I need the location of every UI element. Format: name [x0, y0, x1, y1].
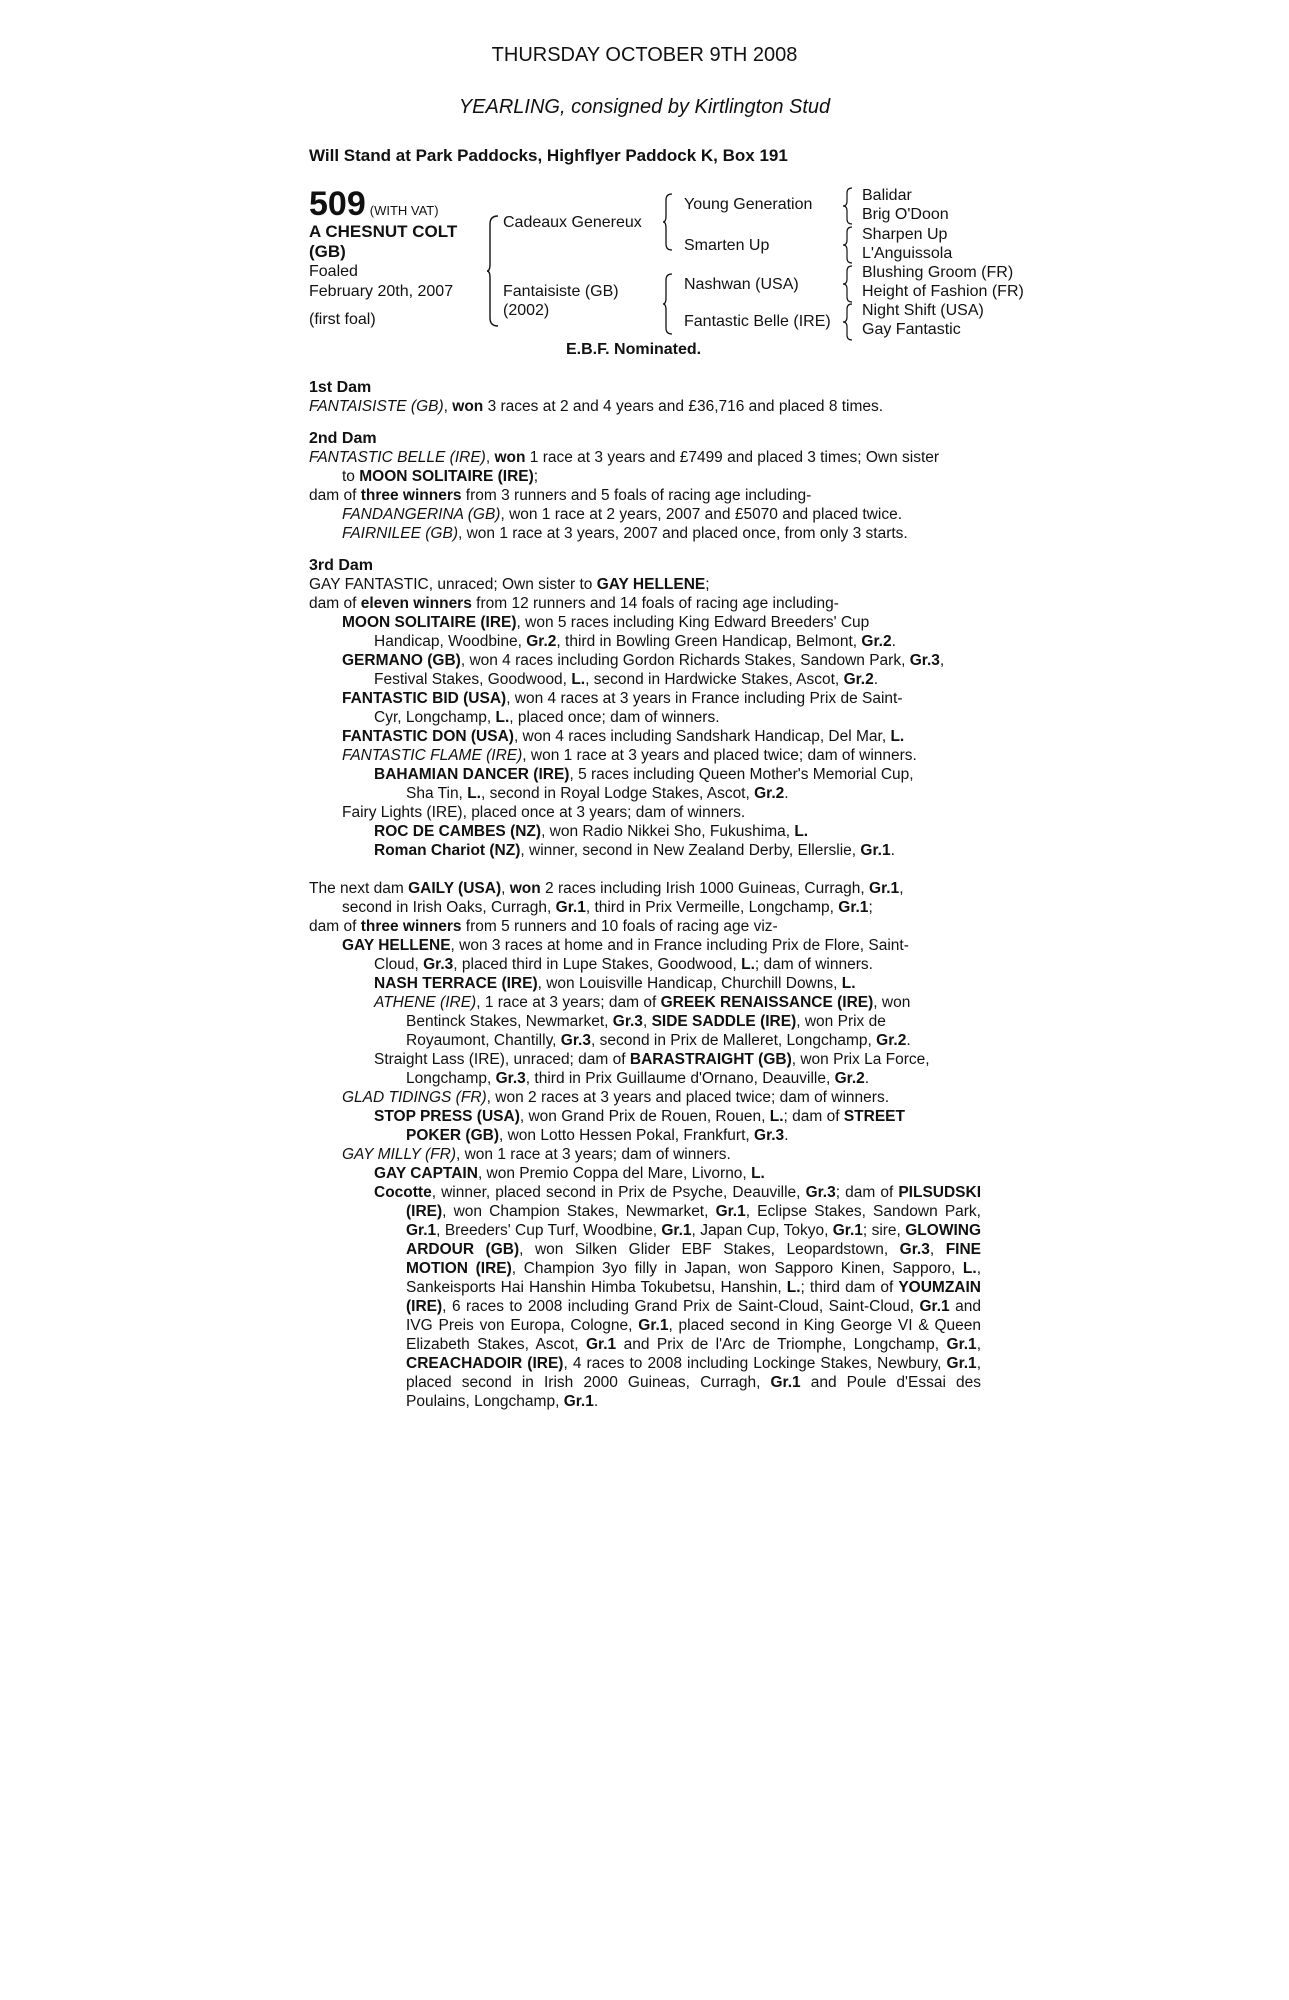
- listed: L.: [571, 671, 586, 688]
- text: ,: [642, 1013, 648, 1030]
- pedigree-gen3-7: Night Shift (USA): [862, 302, 984, 319]
- produce-entry: [309, 936, 981, 955]
- grade: Gr.2: [834, 1070, 865, 1087]
- pedigree-brace-main: [486, 214, 500, 328]
- text: , third in Prix Vermeille, Longchamp,: [585, 899, 834, 916]
- listed: L.: [741, 956, 755, 973]
- text: , won 2 races at 3 years and placed twice; dam of winners.: [486, 1089, 890, 1106]
- listed: L.: [962, 1260, 977, 1277]
- text: , won Champion Stakes, Newmarket,: [442, 1203, 709, 1220]
- text: second in Irish Oaks, Curragh,: [342, 899, 552, 916]
- horse-name: SIDE SADDLE (IRE): [651, 1013, 797, 1030]
- produce-entry: [309, 746, 981, 765]
- horse-name: CREACHADOIR (IRE): [406, 1355, 564, 1372]
- horse-name: PILSUDSKI (IRE): [406, 1184, 982, 1220]
- text: 2 races including Irish 1000 Guineas, Curragh,: [545, 880, 865, 897]
- grade: Gr.1: [661, 1222, 692, 1239]
- text: , won 1 race at 3 years; dam of winners.: [456, 1146, 731, 1163]
- horse-name: FINE MOTION (IRE): [406, 1241, 981, 1277]
- text: , won 4 races including Sandshark Handicap, Del Mar,: [513, 728, 887, 745]
- grade: Gr.1: [946, 1336, 977, 1353]
- listed: L.: [467, 785, 481, 802]
- pedigree-gen3-5: Blushing Groom (FR): [862, 264, 1014, 281]
- pedigree-gen3-2: Brig O'Doon: [862, 206, 949, 223]
- second-dam-produce: [309, 486, 981, 505]
- sale-date: THURSDAY OCTOBER 9TH 2008: [491, 44, 798, 66]
- text: from 3 runners and 5 foals of racing age including-: [465, 487, 812, 504]
- text: , won Grand Prix de Rouen, Rouen,: [519, 1108, 766, 1125]
- text: Bentinck Stakes, Newmarket,: [406, 1013, 609, 1030]
- text: ; dam of winners.: [754, 956, 873, 973]
- grade: Gr.1: [406, 1222, 437, 1239]
- text: ,: [929, 1241, 935, 1258]
- second-dam-line: FANTASTIC BELLE (IRE), won 1 race at 3 years and £7499 and placed 3 times; Own sister: [309, 449, 940, 466]
- horse-name: ROC DE CAMBES (NZ): [374, 823, 542, 840]
- horse-name: FANTASTIC FLAME (IRE): [342, 747, 523, 764]
- text: Cloud,: [374, 956, 419, 973]
- lot-description: A CHESNUT COLT: [309, 222, 458, 241]
- text: .: [784, 1127, 789, 1144]
- grade: Gr.3: [899, 1241, 930, 1258]
- text: , third in Prix Guillaume d'Ornano, Deauville,: [525, 1070, 831, 1087]
- pedigree-dam-sire: Nashwan (USA): [684, 276, 799, 293]
- horse-name: GAILY (USA): [408, 880, 502, 897]
- text: ,: [976, 1336, 981, 1353]
- lot-number: 509: [309, 185, 366, 223]
- text: ;: [533, 468, 539, 485]
- listed: L.: [786, 1279, 801, 1296]
- horse-name: FANTASTIC BELLE (IRE): [309, 449, 486, 466]
- pedigree-gen3-4: L'Anguissola: [862, 245, 953, 262]
- horse-name: STOP PRESS (USA): [374, 1108, 520, 1125]
- produce-entry: [309, 1164, 981, 1183]
- text: The next dam: [309, 880, 404, 897]
- produce-entry: [309, 727, 981, 746]
- text: , 4 races to 2008 including Lockinge Stakes, Newbury,: [563, 1355, 942, 1372]
- grade: Gr.1: [563, 1393, 594, 1410]
- produce-entry: [309, 1107, 981, 1126]
- pedigree-gen3-8: Gay Fantastic: [862, 321, 961, 338]
- produce-entry: [309, 841, 981, 860]
- grade: Gr.1: [946, 1355, 977, 1372]
- text: , 1 race at 3 years; dam of: [476, 994, 657, 1011]
- grade: Gr.1: [585, 1336, 617, 1353]
- horse-name: FANTASTIC DON (USA): [342, 728, 514, 745]
- text: , won Prix de: [796, 1013, 886, 1030]
- pedigree-gen3-6: Height of Fashion (FR): [862, 283, 1024, 300]
- text: , placed second in Irish 2000 Guineas, Curragh,: [406, 1355, 981, 1391]
- text: , Breeders' Cup Turf, Woodbine,: [436, 1222, 657, 1239]
- horse-name: Roman Chariot (NZ): [374, 842, 521, 859]
- pedigree-gen3-3: Sharpen Up: [862, 226, 948, 243]
- race-record: 1 race at 3 years and £7499 and placed 3 times; Own sister: [529, 449, 940, 466]
- grade: Gr.3: [560, 1032, 591, 1049]
- text: from 12 runners and 14 foals of racing age including-: [476, 595, 839, 612]
- first-dam-heading: 1st Dam: [309, 379, 372, 396]
- grade: Gr.2: [843, 671, 874, 688]
- text: ,: [939, 652, 945, 669]
- horse-name: Cocotte: [374, 1184, 432, 1201]
- grade: Gr.1: [919, 1298, 950, 1315]
- produce-entry: [309, 689, 981, 708]
- third-dam-produce: [309, 594, 981, 613]
- text: , won 3 races at home and in France including Prix de Flore, Saint-: [450, 937, 909, 954]
- horse-name: FANDANGERINA (GB): [342, 506, 501, 523]
- grade: Gr.1: [638, 1317, 669, 1334]
- winners-count: three winners: [360, 487, 462, 504]
- winners-count: eleven winners: [360, 595, 472, 612]
- text: dam of: [309, 487, 357, 504]
- won-text: won: [509, 880, 541, 897]
- horse-name: GERMANO (GB): [342, 652, 461, 669]
- horse-name: GAY CAPTAIN: [374, 1165, 478, 1182]
- text: , won 4 races including Gordon Richards Stakes, Sandown Park,: [460, 652, 906, 669]
- lot-info: [309, 186, 457, 330]
- grade: Gr.1: [832, 1222, 863, 1239]
- pedigree-gen3-1: Balidar: [862, 187, 912, 204]
- grade: Gr.1: [770, 1374, 801, 1391]
- text: and Prix de l'Arc de Triomphe, Longchamp,: [623, 1336, 940, 1353]
- produce-entry-cocotte: [309, 1183, 981, 1411]
- text: , second in Hardwicke Stakes, Ascot,: [585, 671, 840, 688]
- listed: L.: [841, 975, 856, 992]
- produce-entry-cont: [309, 955, 981, 974]
- horse-name: POKER (GB): [406, 1127, 499, 1144]
- grade: Gr.3: [423, 956, 454, 973]
- horse-name: YOUMZAIN (IRE): [406, 1279, 981, 1315]
- produce-entry: [309, 1050, 981, 1069]
- pedigree-brace-g2: [842, 225, 854, 265]
- winners-count: three winners: [360, 918, 462, 935]
- consignor-line: YEARLING, consigned by Kirtlington Stud: [458, 96, 831, 118]
- text: .: [864, 1070, 870, 1087]
- produce-entry-cont: [309, 1031, 981, 1050]
- horse-name: BAHAMIAN DANCER (IRE): [374, 766, 570, 783]
- text: .: [784, 785, 789, 802]
- produce-entry: [309, 1088, 981, 1107]
- second-dam-sister: [309, 467, 981, 486]
- produce-entry-cont: [309, 632, 981, 651]
- text: , placed third in Lupe Stakes, Goodwood,: [453, 956, 737, 973]
- first-foal-note: (first foal): [309, 311, 376, 328]
- pedigree-dam-year: (2002): [503, 302, 550, 319]
- text: GAY FANTASTIC, unraced; Own sister to: [309, 576, 593, 593]
- horse-name: STREET: [843, 1108, 905, 1125]
- produce-entry: [309, 765, 981, 784]
- grade: Gr.2: [876, 1032, 907, 1049]
- produce-entry-cont: [309, 708, 981, 727]
- pedigree-sire-sire: Young Generation: [684, 196, 813, 213]
- text: , Champion 3yo filly in Japan, won Sapporo Kinen, Sapporo,: [511, 1260, 956, 1277]
- pedigree-brace-g1: [842, 186, 854, 226]
- text: .: [906, 1032, 911, 1049]
- text: ; dam of: [783, 1108, 840, 1125]
- listed: L.: [794, 823, 809, 840]
- produce-entry: [309, 524, 981, 543]
- text: , second in Prix de Malleret, Longchamp,: [590, 1032, 872, 1049]
- produce-entry: [309, 974, 981, 993]
- text: , 5 races including Queen Mother's Memorial Cup,: [569, 766, 914, 783]
- text: .: [890, 842, 895, 859]
- text: , won 4 races at 3 years in France including Prix de Saint-: [506, 690, 903, 707]
- third-dam-line: [309, 575, 981, 594]
- text: , won Prix La Force,: [791, 1051, 930, 1068]
- produce-entry: [309, 993, 981, 1012]
- lot-origin: (GB): [309, 242, 346, 261]
- won-text: won: [494, 449, 526, 466]
- produce-entry: [309, 613, 981, 632]
- grade: Gr.1: [555, 899, 586, 916]
- horse-name: ATHENE (IRE): [374, 994, 477, 1011]
- produce-record: [309, 378, 981, 1411]
- horse-name: MOON SOLITAIRE (IRE): [342, 614, 517, 631]
- first-dam-line: FANTAISISTE (GB), won 3 races at 2 and 4 years and £36,716 and placed 8 times.: [309, 398, 884, 415]
- text: , won 1 race at 2 years, 2007 and £5070 and placed twice.: [500, 506, 902, 523]
- grade: Gr.2: [754, 785, 785, 802]
- grade: Gr.3: [754, 1127, 785, 1144]
- won-text: won: [452, 398, 484, 415]
- text: ; third dam of: [800, 1279, 894, 1296]
- pedigree-dam-dam: Fantastic Belle (IRE): [684, 313, 831, 330]
- produce-entry-cont: [309, 1126, 981, 1145]
- horse-name: GREEK RENAISSANCE (IRE): [660, 994, 874, 1011]
- pedigree-brace-sire: [662, 192, 674, 252]
- text: and Poule d'Essai des Poulains, Longchamp,: [406, 1374, 981, 1410]
- text: Handicap, Woodbine,: [374, 633, 522, 650]
- text: , winner, placed second in Prix de Psyche, Deauville,: [431, 1184, 801, 1201]
- vat-note: (WITH VAT): [369, 203, 439, 218]
- text: , won Louisville Handicap, Churchill Downs,: [537, 975, 838, 992]
- horse-name: MOON SOLITAIRE (IRE): [359, 468, 534, 485]
- third-dam-heading: 3rd Dam: [309, 557, 374, 574]
- next-dam-produce: [309, 917, 981, 936]
- horse-name: GLAD TIDINGS (FR): [342, 1089, 487, 1106]
- pedigree-sire-dam: Smarten Up: [684, 237, 770, 254]
- pedigree-brace-g3: [842, 264, 854, 304]
- text: , 6 races to 2008 including Grand Prix de Saint-Cloud, Saint-Cloud,: [442, 1298, 914, 1315]
- listed: L.: [890, 728, 905, 745]
- text: , third in Bowling Green Handicap, Belmont,: [556, 633, 858, 650]
- text: Longchamp,: [406, 1070, 492, 1087]
- text: .: [891, 633, 896, 650]
- grade: Gr.2: [526, 633, 557, 650]
- text: Royaumont, Chantilly,: [406, 1032, 557, 1049]
- horse-name: NASH TERRACE (IRE): [374, 975, 538, 992]
- grade: Gr.3: [909, 652, 940, 669]
- grade: Gr.1: [838, 899, 869, 916]
- produce-entry: [309, 651, 981, 670]
- text: , Japan Cup, Tokyo,: [691, 1222, 829, 1239]
- grade: Gr.3: [495, 1070, 526, 1087]
- horse-name: GLOWING ARDOUR (GB): [406, 1222, 982, 1258]
- text: , placed once; dam of winners.: [509, 709, 720, 726]
- grade: Gr.1: [860, 842, 891, 859]
- horse-name: FANTAISISTE (GB): [309, 398, 444, 415]
- horse-name: GAY HELLENE: [596, 576, 706, 593]
- text: , won 5 races including King Edward Breeders' Cup: [516, 614, 870, 631]
- horse-name: GAY MILLY (FR): [342, 1146, 456, 1163]
- text: to: [342, 468, 355, 485]
- produce-entry-cont: [309, 1069, 981, 1088]
- produce-entry: [309, 1145, 981, 1164]
- grade: Gr.1: [869, 880, 900, 897]
- text: , won Lotto Hessen Pokal, Frankfurt,: [499, 1127, 750, 1144]
- produce-entry: Fairy Lights (IRE), placed once at 3 years; dam of winners.: [342, 804, 746, 821]
- text: , placed second in King George VI & Queen Elizabeth Stakes, Ascot,: [406, 1317, 981, 1353]
- stand-location: Will Stand at Park Paddocks, Highflyer Paddock K, Box 191: [309, 146, 788, 165]
- produce-entry-cont: [309, 784, 981, 803]
- text: Straight Lass (IRE), unraced; dam of: [374, 1051, 626, 1068]
- horse-name: FANTASTIC BID (USA): [342, 690, 507, 707]
- text: , won Premio Coppa del Mare, Livorno,: [477, 1165, 747, 1182]
- listed: L.: [769, 1108, 784, 1125]
- text: ;: [705, 576, 710, 593]
- text: ; sire,: [862, 1222, 901, 1239]
- horse-name: BARASTRAIGHT (GB): [629, 1051, 792, 1068]
- ebf-nominated: E.B.F. Nominated.: [566, 341, 702, 358]
- pedigree-brace-dam: [662, 272, 674, 336]
- text: Cyr, Longchamp,: [374, 709, 492, 726]
- next-dam-line: [309, 879, 981, 898]
- text: Festival Stakes, Goodwood,: [374, 671, 567, 688]
- listed: L.: [495, 709, 510, 726]
- text: and IVG Preis von Europa, Cologne,: [406, 1298, 981, 1334]
- spacer: [309, 860, 981, 879]
- text: , Sankeisports Hai Hanshin Himba Tokubetsu, Hanshin,: [406, 1260, 982, 1296]
- text: ,: [899, 880, 904, 897]
- pedigree-dam: Fantaisiste (GB): [503, 283, 619, 300]
- text: ;: [868, 899, 873, 916]
- pedigree-brace-g4: [842, 302, 854, 342]
- grade: Gr.1: [715, 1203, 746, 1220]
- listed: L.: [751, 1165, 765, 1182]
- text: , winner, second in New Zealand Derby, Ellerslie,: [520, 842, 857, 859]
- text: from 5 runners and 10 foals of racing age viz-: [465, 918, 778, 935]
- text: ; dam of: [835, 1184, 894, 1201]
- text: , second in Royal Lodge Stakes, Ascot,: [480, 785, 750, 802]
- text: , won Silken Glider EBF Stakes, Leopardstown,: [519, 1241, 889, 1258]
- text: dam of: [309, 595, 357, 612]
- produce-entry: [309, 505, 981, 524]
- race-record: 3 races at 2 and 4 years and £36,716 and placed 8 times.: [487, 398, 884, 415]
- text: dam of: [309, 918, 357, 935]
- text: , won 1 race at 3 years, 2007 and placed once, from only 3 starts.: [457, 525, 908, 542]
- text: .: [873, 671, 879, 688]
- horse-name: GAY HELLENE: [342, 937, 451, 954]
- produce-entry-cont: [309, 1012, 981, 1031]
- horse-name: FAIRNILEE (GB): [342, 525, 458, 542]
- foaled-label: Foaled: [309, 263, 358, 280]
- grade: Gr.3: [805, 1184, 836, 1201]
- text: , won 1 race at 3 years and placed twice; dam of winners.: [522, 747, 917, 764]
- foaled-date: February 20th, 2007: [309, 283, 454, 300]
- pedigree-sire: Cadeaux Genereux: [503, 214, 642, 231]
- text: ,: [501, 880, 506, 897]
- text: , Eclipse Stakes, Sandown Park,: [745, 1203, 981, 1220]
- grade: Gr.3: [612, 1013, 643, 1030]
- second-dam-heading: 2nd Dam: [309, 430, 377, 447]
- produce-entry-cont: [309, 670, 981, 689]
- next-dam-line-cont: [309, 898, 981, 917]
- text: .: [593, 1393, 599, 1410]
- grade: Gr.2: [861, 633, 892, 650]
- text: , won: [873, 994, 911, 1011]
- produce-entry: [309, 822, 981, 841]
- text: Sha Tin,: [406, 785, 463, 802]
- text: , won Radio Nikkei Sho, Fukushima,: [541, 823, 791, 840]
